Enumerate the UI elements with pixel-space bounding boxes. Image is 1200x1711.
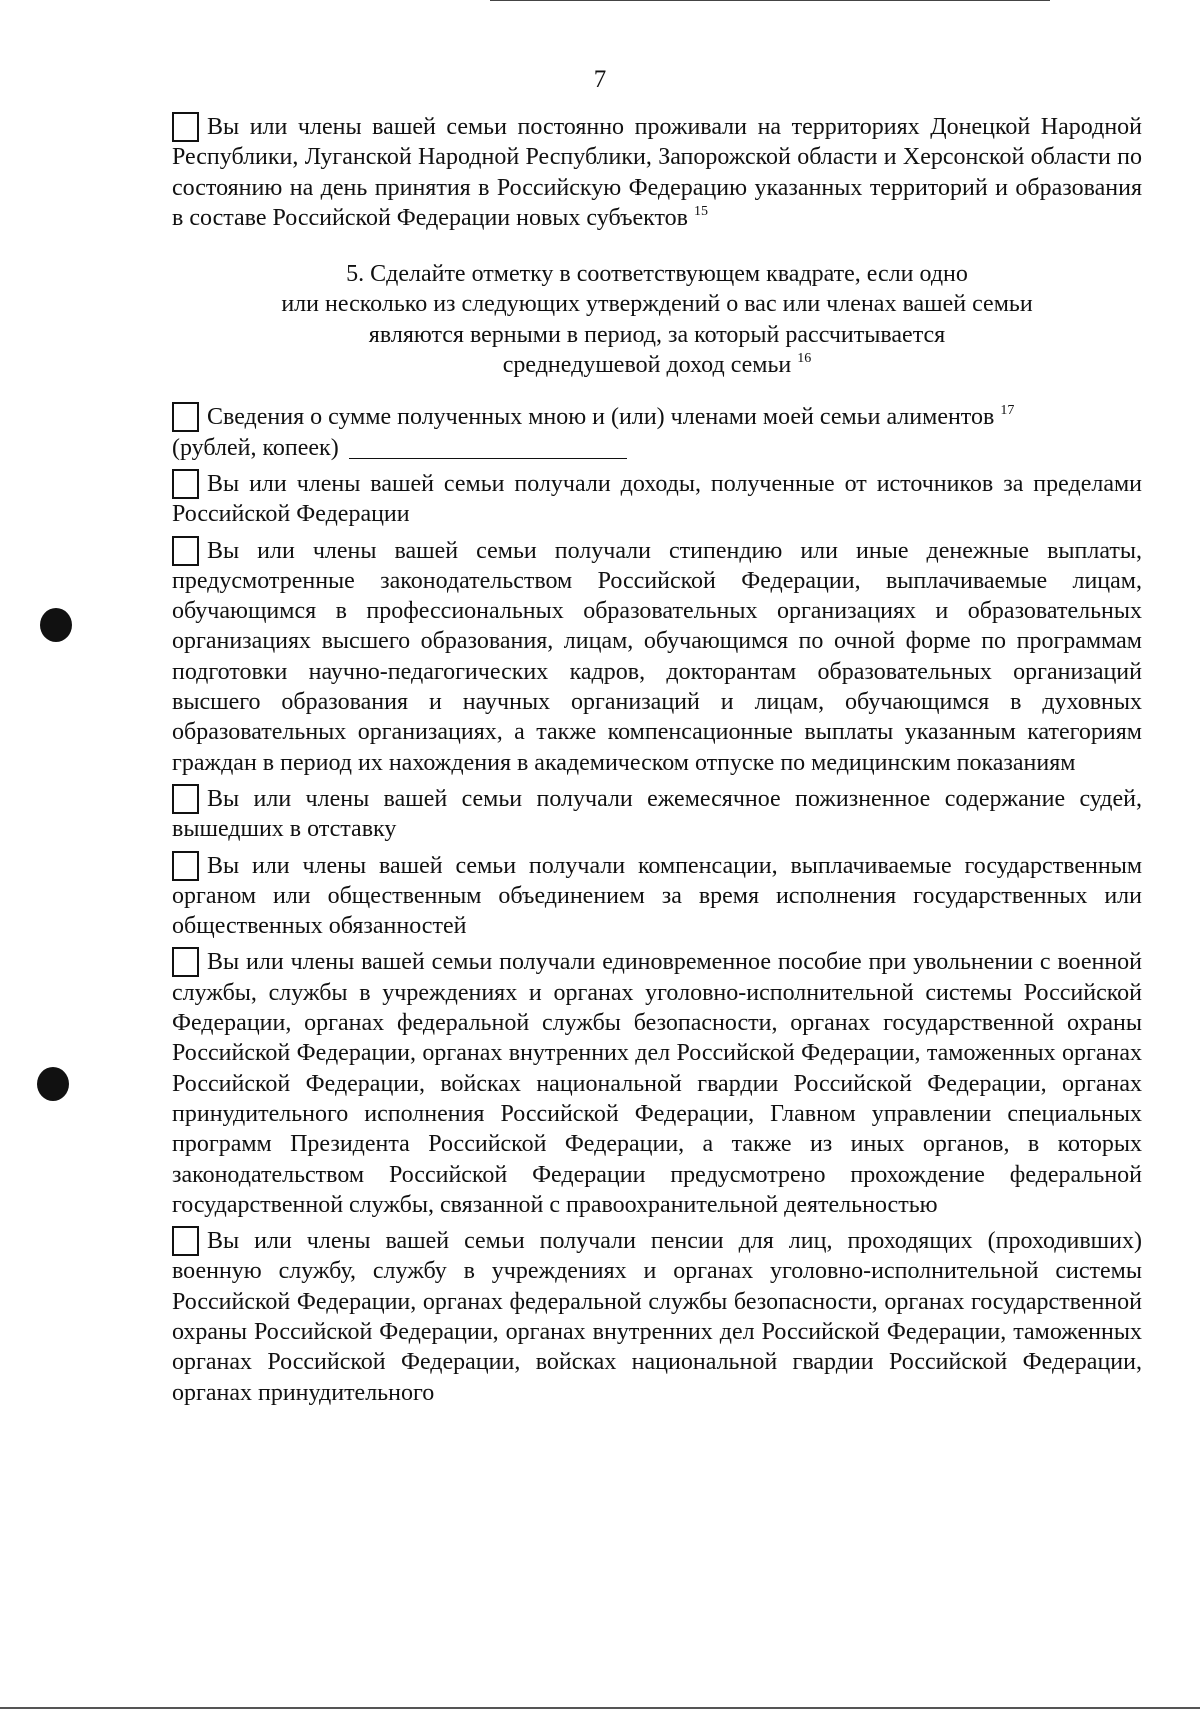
- item-dismissal: [172, 947, 1142, 1220]
- item-foreign-income: [172, 469, 1142, 530]
- checkbox-alimony[interactable]: [172, 402, 199, 432]
- checkbox-territories[interactable]: [172, 112, 199, 142]
- heading-line: 5. Сделайте отметку в соответствующем квадрате, если одно: [346, 261, 968, 288]
- item-alimony-text: Сведения о сумме полученных мною и (или) членами моей семьи алиментов: [207, 404, 995, 431]
- item-alimony: [172, 402, 1142, 463]
- alimony-unit-label: (рублей, копеек): [172, 434, 339, 461]
- checkbox-judges[interactable]: [172, 784, 199, 814]
- footnote-ref: 15: [693, 203, 708, 219]
- item-judges: [172, 784, 1142, 845]
- checkbox-dismissal[interactable]: [172, 947, 199, 977]
- page-number: 7: [593, 66, 607, 93]
- punch-hole-mark: [37, 1067, 69, 1101]
- item-foreign-income-text: Вы или члены вашей семьи получали доходы, полученные от источников за пределами Российской Федерации: [172, 470, 1142, 528]
- item-dismissal-text: Вы или члены вашей семьи получали единовременное пособие при увольнении с военной службы, службы в учреждениях и органах уголовно-исполнительной системы Российской Федерации, органах федеральной службы безопасности, органах государственной охраны Российской Федерации, органах внутренних дел Российской Федерации, таможенных органах Российской Федерации, войсках национальной гвардии Российской Федерации, органах принудительного исполнения Российской Федерации, Главном управлении специальных программ Президента Российской Федерации, а также из иных органов, в которых законодательством Российской Федерации предусмотрено прохождение федеральной государственной службы, связанной с правоохранительной деятельностью: [172, 949, 1142, 1218]
- footnote-ref: 16: [797, 351, 812, 367]
- punch-hole-mark: [40, 608, 72, 642]
- checkbox-stipend[interactable]: [172, 536, 199, 566]
- scan-top-edge: [490, 0, 1050, 1]
- item-pension: [172, 1226, 1142, 1408]
- heading-line: [172, 350, 1142, 380]
- item-compensation-text: Вы или члены вашей семьи получали компенсации, выплачиваемые государственным органом или общественным объединением за время исполнения государственных или общественных обязанностей: [172, 852, 1142, 940]
- checkbox-pension[interactable]: [172, 1226, 199, 1256]
- item-territories: [172, 112, 1142, 233]
- item-territories-text: Вы или члены вашей семьи постоянно проживали на территориях Донецкой Народной Республики, Луганской Народной Республики, Запорожской области и Херсонской области по состоянию на день принятия в Российскую Федерацию указанных территорий и образования в составе Российской Федерации новых субъектов: [172, 114, 1142, 231]
- heading-line: являются верными в период, за который рассчитывается: [368, 321, 946, 348]
- item-stipend-text: Вы или члены вашей семьи получали стипендию или иные денежные выплаты, предусмотренные законодательством Российской Федерации, выплачиваемые лицам, обучающимся в профессиональных образовательных организациях и образовательных организациях высшего образования, лицам, обучающимся по очной форме по программам подготовки научно-педагогических кадров, докторантам образовательных организаций высшего образования и научных организаций и лицам, обучающимся в духовных образовательных организациях, а также компенсационные выплаты указанным категориям граждан в период их нахождения в академическом отпуске по медицинским показаниям: [172, 537, 1142, 776]
- footnote-ref: 17: [1000, 403, 1015, 419]
- item-compensation: [172, 851, 1142, 942]
- heading-line: или несколько из следующих утверждений о вас или членах вашей семьи: [281, 291, 1033, 318]
- heading-line-text: среднедушевой доход семьи: [502, 352, 792, 379]
- checkbox-compensation[interactable]: [172, 851, 199, 881]
- checkbox-foreign-income[interactable]: [172, 469, 199, 499]
- document-body: [172, 112, 1142, 1414]
- section-5-heading: [172, 259, 1142, 380]
- item-judges-text: Вы или члены вашей семьи получали ежемесячное пожизненное содержание судей, вышедших в отставку: [172, 785, 1142, 843]
- item-pension-text: Вы или члены вашей семьи получали пенсии для лиц, проходящих (проходивших) военную службу, службу в учреждениях и органах уголовно-исполнительной системы Российской Федерации, органах федеральной службы безопасности, органах государственной охраны Российской Федерации, органах внутренних дел Российской Федерации, таможенных органах Российской Федерации, войсках национальной гвардии Российской Федерации, органах принудительного: [172, 1228, 1142, 1406]
- scan-bottom-edge: [0, 1707, 1200, 1709]
- alimony-amount-field[interactable]: [349, 438, 627, 459]
- item-stipend: [172, 536, 1142, 778]
